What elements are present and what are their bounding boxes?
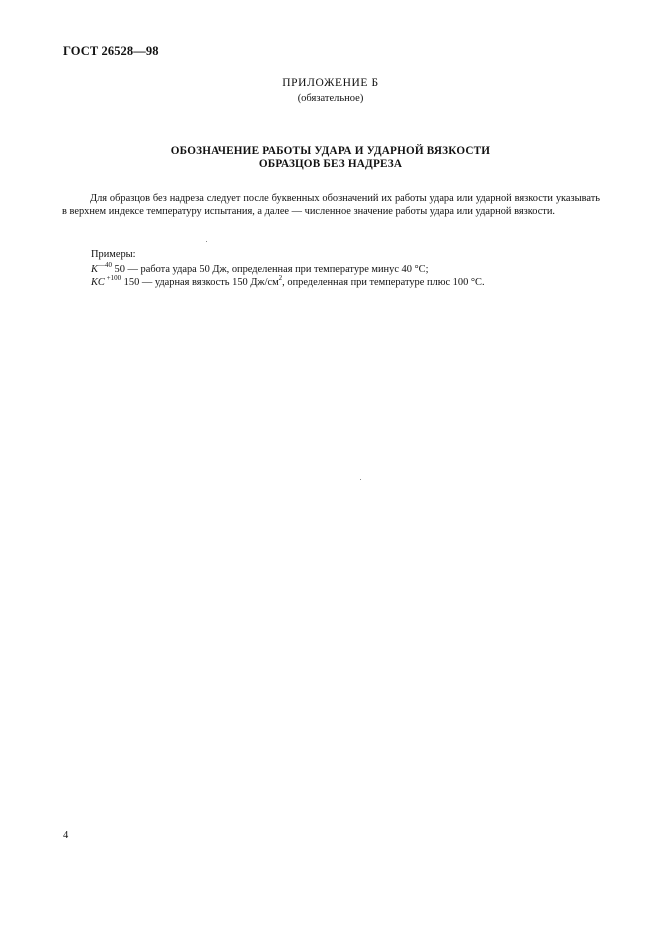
section-title-line-2: ОБРАЗЦОВ БЕЗ НАДРЕЗА — [258, 158, 403, 170]
scan-speck — [206, 241, 207, 242]
appendix-note: (обязательное) — [297, 93, 364, 104]
section-title — [0, 145, 661, 171]
example-text: 150 — ударная вязкость 150 Дж/см — [121, 277, 279, 288]
appendix-title: ПРИЛОЖЕНИЕ Б — [282, 77, 379, 89]
example-symbol: K — [91, 264, 98, 275]
examples-label: Примеры: — [91, 249, 136, 260]
standard-code: ГОСТ 26528—98 — [63, 44, 159, 58]
section-title-line-1: ОБОЗНАЧЕНИЕ РАБОТЫ УДАРА И УДАРНОЙ ВЯЗКОСТИ — [170, 145, 491, 157]
unit-superscript: 2 — [278, 273, 283, 282]
example-item-1 — [91, 260, 429, 275]
scan-speck — [360, 479, 361, 480]
body-paragraph: Для образцов без надреза следует после буквенных обозначений их работы удара или ударной вязкости указывать в верхнем индексе температуру испытания, а далее — численное значение работы удара или ударной вязкости. — [62, 193, 600, 217]
example-text: 50 — работа удара 50 Дж, определенная при температуре минус 40 °С; — [111, 264, 429, 275]
example-superscript: —40 — [97, 260, 112, 269]
example-text-tail: , определенная при температуре плюс 100 °С. — [282, 277, 485, 288]
page-number: 4 — [63, 830, 69, 841]
example-item-2 — [91, 273, 485, 288]
example-superscript: +100 — [104, 273, 122, 282]
example-symbol: KC — [91, 277, 105, 288]
